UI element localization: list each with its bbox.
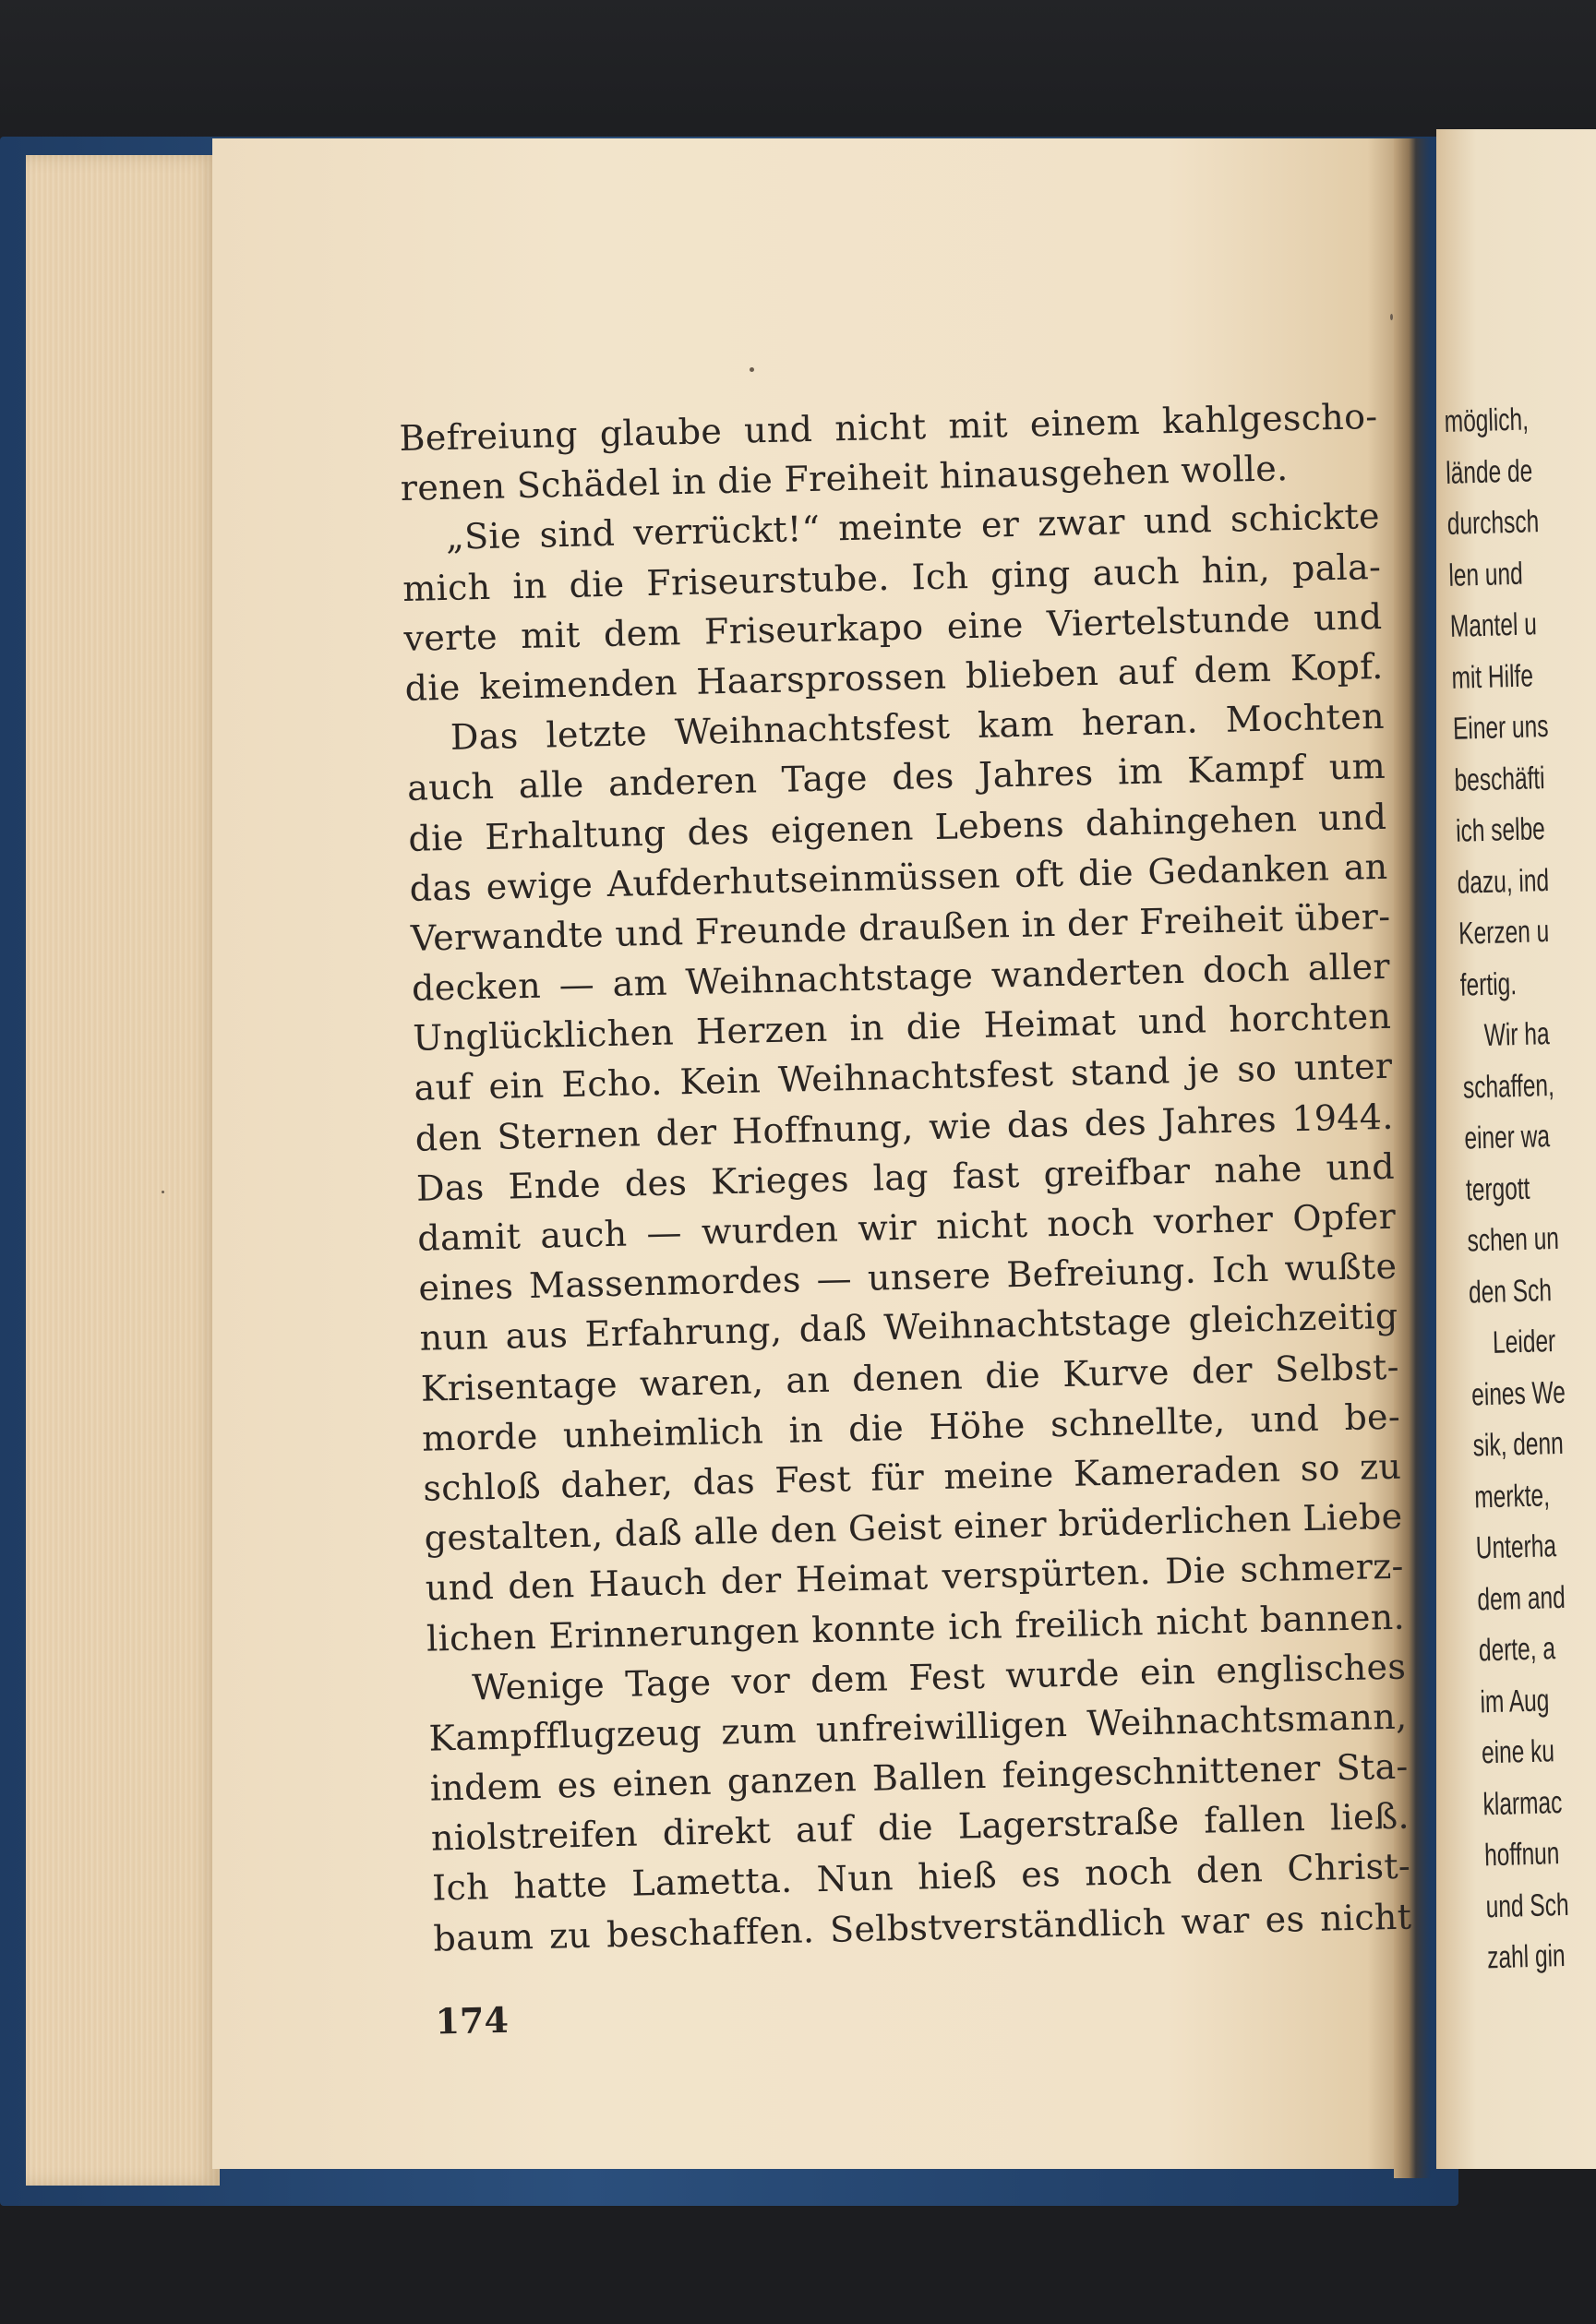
text-line: merkte,	[1473, 1477, 1551, 1515]
right-page-text	[1444, 390, 1596, 1984]
text-line: „Sie sind verrückt!“ meinte er zwar und schickte	[445, 496, 1381, 558]
text-line: lände de	[1445, 452, 1533, 491]
text-line: lichen Erinnerungen konnte ich freilich nicht bannen.	[426, 1596, 1406, 1659]
text-line: und Sch	[1485, 1887, 1570, 1924]
text-line: schen un	[1467, 1220, 1560, 1259]
text-line: decken — am Weihnachtstage wanderten doch aller	[411, 945, 1391, 1009]
text-line: damit auch — wurden wir nicht noch vorher Opfer	[416, 1195, 1397, 1259]
text-line: verte mit dem Friseurkapo eine Viertelstunde und	[403, 595, 1383, 659]
text-line: die keimenden Haarsprossen blieben auf dem Kopf.	[404, 645, 1384, 709]
text-line: renen Schädel in die Freiheit hinausgehen wolle.	[400, 448, 1289, 509]
text-line: schloß daher, das Fest für meine Kameraden so zu	[422, 1445, 1402, 1509]
text-line: Mantel u	[1449, 606, 1538, 644]
text-line: Befreiung glaube und nicht mit einem kahlgescho-	[399, 395, 1378, 459]
text-line: Unglücklichen Herzen in die Heimat und horchten	[412, 996, 1392, 1060]
text-line: morde unheimlich in die Höhe schnellte, und be-	[421, 1396, 1401, 1459]
text-line: die Erhaltung des eigenen Lebens dahingehen und	[407, 796, 1387, 859]
text-line: schaffen,	[1462, 1067, 1555, 1106]
text-line: tergott	[1465, 1170, 1530, 1208]
text-line: ich selbe	[1455, 811, 1546, 849]
text-line: einer wa	[1463, 1119, 1551, 1156]
text-line: beschäfti	[1454, 760, 1546, 798]
text-line: mich in die Friseurstube. Ich ging auch hin, pala-	[402, 545, 1382, 609]
text-line: derte, a	[1478, 1631, 1556, 1669]
text-line: durchsch	[1446, 504, 1540, 542]
text-line: Wenige Tage vor dem Fest wurde ein englisches	[471, 1646, 1407, 1708]
text-line: den Sch	[1468, 1272, 1553, 1311]
text-line: das ewige Aufderhutseinmüssen oft die Gedanken an	[409, 845, 1388, 909]
right-page	[1436, 129, 1596, 2169]
text-line: Leider	[1492, 1324, 1556, 1360]
text-line: Das letzte Weihnachtsfest kam heran. Mochten	[450, 695, 1386, 758]
text-line: Ich hatte Lametta. Nun hieß es noch den Christ-	[431, 1845, 1411, 1910]
text-line: Verwandte und Freunde draußen in der Freiheit über-	[410, 895, 1391, 959]
text-line: eines Massenmordes — unsere Befreiung. Ich wußte	[418, 1245, 1398, 1309]
text-line: Das Ende des Krieges lag fast greifbar nahe und	[415, 1145, 1396, 1209]
text-line: Krisentage waren, an denen die Kurve der Selbst-	[420, 1346, 1400, 1409]
text-line: indem es einen ganzen Ballen feingeschnittener Sta-	[429, 1745, 1410, 1809]
text-line: eines We	[1470, 1374, 1566, 1413]
text-line: Einer uns	[1452, 708, 1549, 747]
text-line: niolstreifen direkt auf die Lagerstraße fallen ließ.	[430, 1795, 1410, 1859]
text-line: mit Hilfe	[1450, 657, 1534, 696]
text-line: nun aus Erfahrung, daß Weihnachtstage gleichzeitig	[419, 1296, 1398, 1360]
text-line: möglich,	[1444, 401, 1530, 439]
text-line: auf ein Echo. Kein Weihnachtsfest stand je so unter	[414, 1046, 1393, 1109]
text-line: Unterha	[1475, 1528, 1557, 1566]
page-number: 174	[435, 1998, 510, 2042]
text-line: im Aug	[1479, 1682, 1550, 1719]
text-line: hoffnun	[1483, 1836, 1560, 1874]
text-line: sik, denn	[1472, 1425, 1565, 1464]
text-line: dazu, ind	[1457, 862, 1550, 901]
text-line: und den Hauch der Heimat verspürten. Die schmerz-	[425, 1545, 1405, 1609]
backdrop-top	[0, 0, 1596, 148]
text-line: den Sternen der Hoffnung, wie das des Jahres 1944.	[414, 1096, 1395, 1159]
text-line: auch alle anderen Tage des Jahres im Kampf um	[406, 746, 1386, 809]
text-line: dem and	[1476, 1579, 1566, 1617]
text-line: klarmac	[1482, 1784, 1563, 1822]
text-line: gestalten, daß alle den Geist einer brüderlichen Liebe	[424, 1495, 1403, 1559]
text-line: Kampfflugzeug zum unfreiwilligen Weihnachtsmann,	[428, 1695, 1408, 1759]
text-line: baum zu beschaffen. Selbstverständlich war es nicht	[432, 1896, 1412, 1959]
text-line: Kerzen u	[1458, 914, 1550, 952]
text-line: Wir ha	[1483, 1016, 1551, 1054]
text-line: eine ku	[1481, 1733, 1555, 1771]
left-page-text	[399, 391, 1414, 2046]
page-edges	[26, 155, 220, 2186]
text-line: len und	[1447, 556, 1524, 593]
text-line: fertig.	[1459, 965, 1518, 1003]
text-line: zahl gin	[1486, 1937, 1566, 1976]
